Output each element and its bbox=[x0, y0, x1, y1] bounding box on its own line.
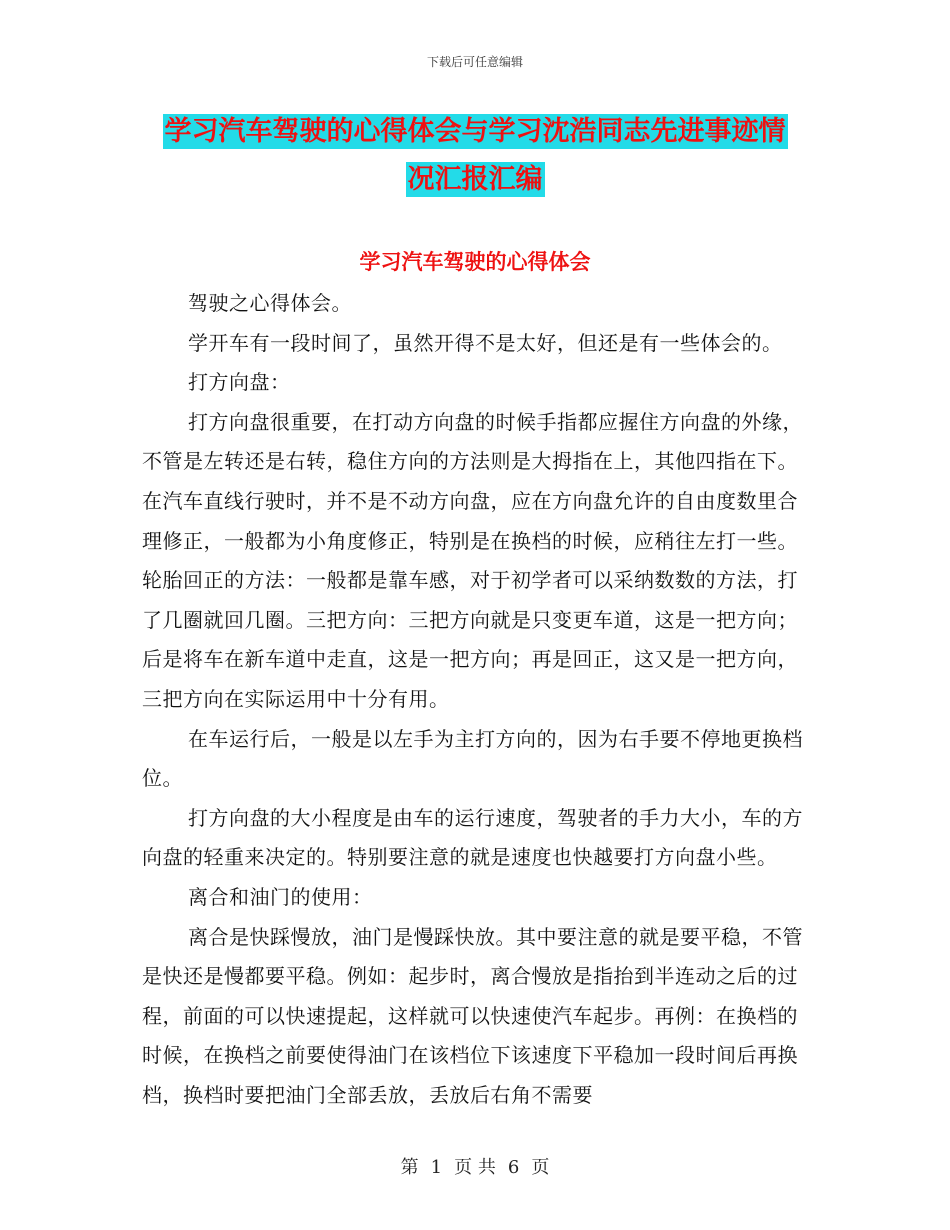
section-title: 学习汽车驾驶的心得体会 bbox=[359, 250, 591, 274]
paragraph: 离合和油门的使用： bbox=[188, 884, 373, 909]
footer-suffix: 页 bbox=[531, 1157, 550, 1178]
title-line-1: 学习汽车驾驶的心得体会与学习沈浩同志先进事迹情 bbox=[164, 116, 786, 147]
paragraph: 学开车有一段时间了，虽然开得不是太好，但还是有一些体会的。 bbox=[188, 330, 783, 355]
paragraph: 打方向盘很重要，在打动方向盘的时候手指都应握住方向盘的外缘，不管是左转还是右转，稳住方向的方法则是大拇指在上，其他四指在下。在汽车直线行驶时，并不是不动方向盘，应在方向盘允许的自由度数里合理修正，一般都为小角度修正，特别是在换档的时候，应稍往左打一些。轮胎回正的方法：一般都是靠车感，对于初学者可以采纳数数的方法，打了几圈就回几圈。三把方向：三把方向就是只变更车道，这是一把方向；后是将车在新车道中走直，这是一把方向；再是回正，这又是一把方向，三把方向在实际运用中十分有用。 bbox=[142, 409, 803, 711]
page-number: 1 bbox=[430, 1157, 443, 1178]
body-text bbox=[142, 284, 810, 1115]
paragraph: 驾驶之心得体会。 bbox=[188, 291, 352, 315]
footer-prefix: 第 bbox=[400, 1157, 419, 1178]
paragraph: 打方向盘的大小程度是由车的运行速度，驾驶者的手力大小，车的方向盘的轻重来决定的。特别要注意的就是速度也快越要打方向盘小些。 bbox=[142, 805, 803, 870]
document-title bbox=[0, 108, 950, 204]
footer-mid: 页 共 bbox=[454, 1157, 496, 1178]
title-line-2: 况汇报汇编 bbox=[407, 164, 543, 195]
paragraph: 离合是快踩慢放，油门是慢踩快放。其中要注意的就是要平稳，不管是快还是慢都要平稳。例如：起步时，离合慢放是指抬到半连动之后的过程，前面的可以快速提起，这样就可以快速使汽车起步。再例：在换档的时候，在换档之前要使得油门在该档位下该速度下平稳加一段时间后再换档，换档时要把油门全部丢放，丢放后右角不需要 bbox=[142, 924, 803, 1107]
paragraph: 在车运行后，一般是以左手为主打方向的，因为右手要不停地更换档位。 bbox=[142, 726, 803, 791]
page-total: 6 bbox=[507, 1157, 520, 1178]
paragraph: 打方向盘： bbox=[188, 370, 291, 395]
header-note: 下载后可任意编辑 bbox=[426, 55, 523, 69]
page-footer bbox=[0, 1153, 950, 1179]
